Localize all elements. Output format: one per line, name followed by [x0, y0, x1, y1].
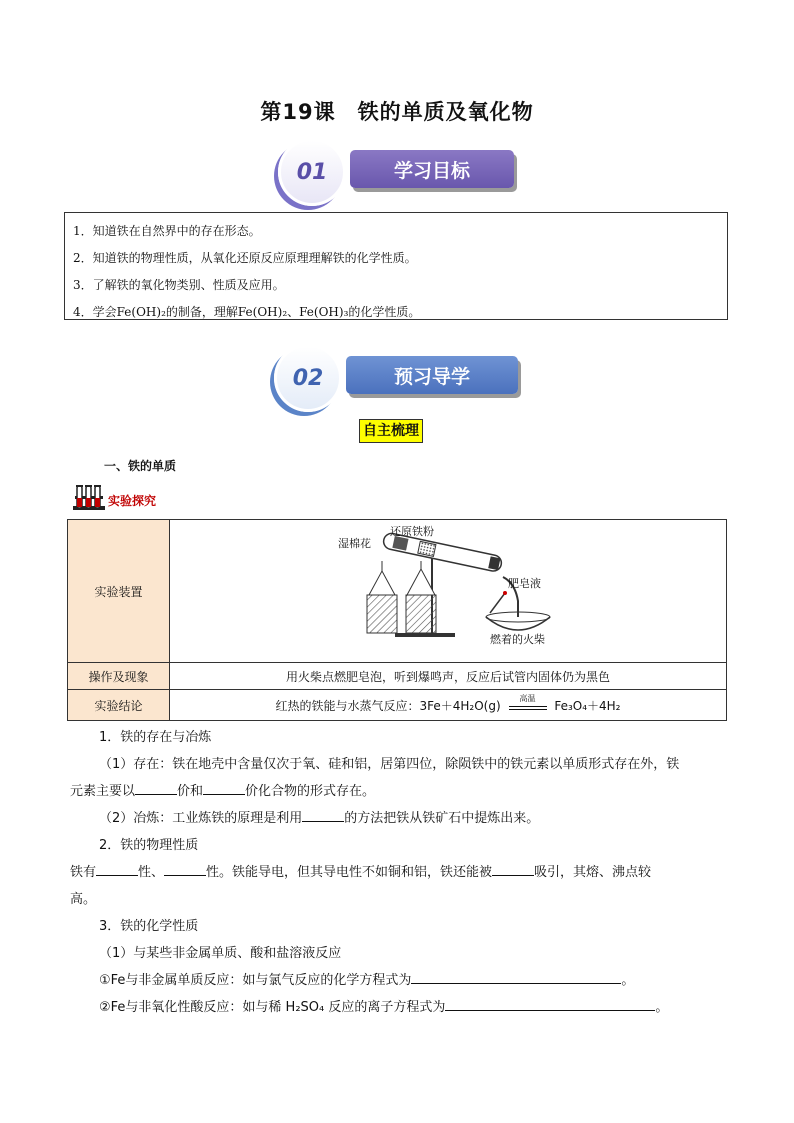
- table-row: [68, 663, 727, 690]
- paragraph: ②Fe与非氧化性酸反应：如与稀 H₂SO₄ 反应的离子方程式为 。: [99, 994, 668, 1021]
- paragraph: 高。: [70, 892, 97, 907]
- table-row: [68, 520, 727, 663]
- fill-blank[interactable]: [302, 807, 344, 822]
- reaction-arrow: [509, 694, 547, 713]
- paragraph: ①Fe与非金属单质反应：如与氯气反应的化学方程式为 。: [99, 967, 634, 994]
- paragraph: （1）存在：铁在地壳中含量仅次于氧、硅和铝，居第四位，除陨铁中的铁元素以单质形式存在外，铁: [99, 757, 680, 772]
- section-title-bar: [346, 356, 518, 394]
- apparatus-label: 燃着的火柴: [490, 632, 545, 646]
- fill-blank[interactable]: [135, 780, 177, 795]
- section-number-badge: [278, 138, 346, 206]
- fill-blank[interactable]: [164, 861, 206, 876]
- paragraph-heading: 1．铁的存在与冶炼: [99, 730, 212, 745]
- page-title: 第19课 铁的单质及氧化物: [260, 100, 534, 124]
- goal-item: 3．了解铁的氧化物类别、性质及应用。: [73, 278, 285, 292]
- row-label: 实验装置: [68, 520, 170, 663]
- row-value: [170, 690, 727, 721]
- table-row: [68, 690, 727, 721]
- reaction-condition: 高温: [519, 694, 536, 703]
- fill-blank[interactable]: [411, 969, 621, 984]
- fill-blank[interactable]: [445, 996, 655, 1011]
- section-number: 01: [296, 159, 328, 185]
- section-title: 预习导学: [393, 365, 470, 388]
- goal-item: 1．知道铁在自然界中的存在形态。: [73, 224, 261, 238]
- paragraph: （2）冶炼：工业炼铁的原理是利用 的方法把铁从铁矿石中提炼出来。: [99, 805, 539, 832]
- row-label: 实验结论: [68, 690, 170, 721]
- section-heading: 一、铁的单质: [104, 459, 177, 473]
- goal-item: 2．知道铁的物理性质，从氧化还原反应原理理解铁的化学性质。: [73, 251, 417, 265]
- row-label: 操作及现象: [68, 663, 170, 690]
- goal-item: 4．学会Fe(OH)₂的制备，理解Fe(OH)₂、Fe(OH)₃的化学性质。: [73, 305, 421, 319]
- paragraph: 元素主要以 价和 价化合物的形式存在。: [70, 778, 375, 805]
- section-number-badge: [274, 344, 342, 412]
- paragraph: （1）与某些非金属单质、酸和盐溶液反应: [99, 946, 342, 961]
- learning-goals-box: [64, 212, 728, 320]
- fill-blank[interactable]: [492, 861, 534, 876]
- section-title: 学习目标: [393, 159, 470, 182]
- fill-blank[interactable]: [96, 861, 138, 876]
- section-title-bar: [350, 150, 514, 188]
- experiment-tag: 实验探究: [108, 494, 157, 508]
- apparatus-label: 还原铁粉: [390, 524, 434, 538]
- apparatus-diagram: [170, 521, 726, 662]
- conclusion-text: Fe₃O₄＋4H₂: [554, 698, 621, 713]
- experiment-table: [67, 519, 727, 721]
- fill-blank[interactable]: [203, 780, 245, 795]
- row-value: 用火柴点燃肥皂泡，听到爆鸣声，反应后试管内固体仍为黑色: [170, 663, 727, 690]
- paragraph-heading: 2．铁的物理性质: [99, 838, 199, 853]
- test-tube-rack-icon: [72, 484, 106, 516]
- paragraph: 铁有 性、 性。铁能导电，但其导电性不如铜和铝，铁还能被 吸引，其熔、沸点较: [70, 859, 651, 886]
- apparatus-label: 湿棉花: [338, 536, 371, 550]
- paragraph-heading: 3．铁的化学性质: [99, 919, 199, 934]
- subsection-tag: 自主梳理: [359, 419, 423, 443]
- conclusion-text: 红热的铁能与水蒸气反应：3Fe＋4H₂O(g): [275, 698, 501, 713]
- section-number: 02: [292, 365, 324, 391]
- apparatus-label: 肥皂液: [508, 576, 541, 590]
- apparatus-cell: [170, 520, 727, 663]
